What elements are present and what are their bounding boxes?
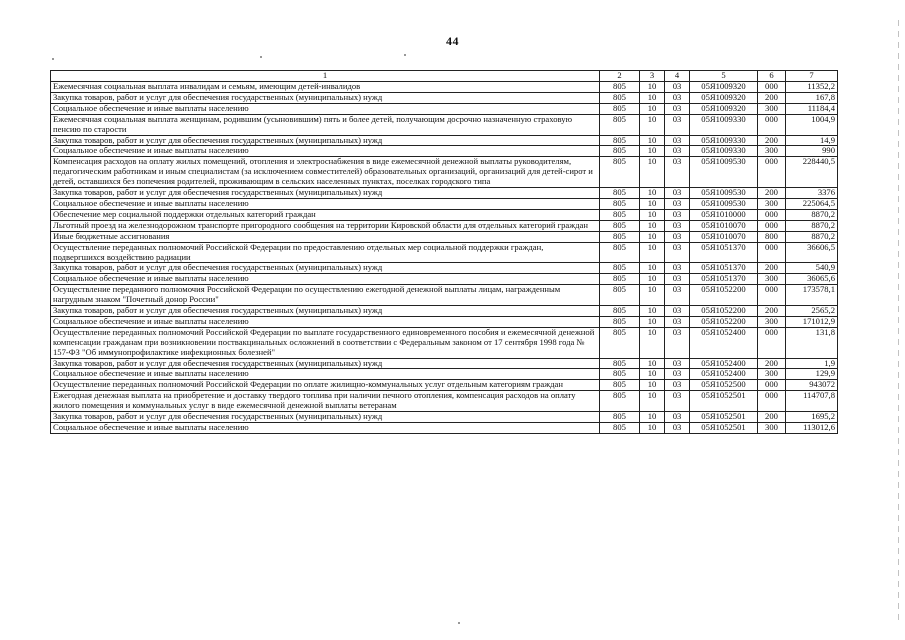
- cell-target-article: 05Я1009330: [690, 135, 758, 146]
- cell-section-code: 10: [640, 358, 665, 369]
- cell-amount: 171012,9: [786, 316, 838, 327]
- cell-expense-type: 000: [758, 380, 786, 391]
- table-row: [51, 92, 838, 103]
- cell-ministry-code: 805: [600, 369, 640, 380]
- cell-amount: 3376: [786, 188, 838, 199]
- cell-section-code: 10: [640, 220, 665, 231]
- table-row: [51, 135, 838, 146]
- cell-section-code: 10: [640, 327, 665, 358]
- row-description: Социальное обеспечение и иные выплаты населению: [51, 369, 600, 380]
- column-header: 6: [758, 71, 786, 82]
- cell-expense-type: 300: [758, 103, 786, 114]
- table-row: [51, 103, 838, 114]
- header-row: [51, 71, 838, 82]
- cell-target-article: 05Я1051370: [690, 274, 758, 285]
- page-number: 44: [446, 34, 459, 48]
- cell-ministry-code: 805: [600, 380, 640, 391]
- cell-ministry-code: 805: [600, 285, 640, 306]
- row-description: Закупка товаров, работ и услуг для обеспечения государственных (муниципальных) нужд: [51, 92, 600, 103]
- scan-speck: [458, 622, 460, 624]
- row-description: Осуществление переданных полномочий Российской Федерации по выплате государственного единовременного пособия и ежемесячной денежной компенсации гражданам при возникновении поствакцинальных осложнений в соответствии с Федеральным законом от 17 сентября 1998 года № 157-ФЗ "Об иммунопрофилактике инфекционных болезней": [51, 327, 600, 358]
- cell-ministry-code: 805: [600, 114, 640, 135]
- cell-target-article: 05Я1052501: [690, 412, 758, 423]
- cell-subsection-code: 03: [665, 157, 690, 188]
- cell-section-code: 10: [640, 285, 665, 306]
- cell-section-code: 10: [640, 198, 665, 209]
- column-header: 3: [640, 71, 665, 82]
- cell-target-article: 05Я1052200: [690, 306, 758, 317]
- scan-speck: [260, 56, 262, 58]
- table-row: [51, 316, 838, 327]
- cell-amount: 8870,2: [786, 231, 838, 242]
- cell-expense-type: 000: [758, 391, 786, 412]
- cell-section-code: 10: [640, 391, 665, 412]
- table-row: [51, 380, 838, 391]
- cell-expense-type: 300: [758, 369, 786, 380]
- cell-subsection-code: 03: [665, 391, 690, 412]
- cell-ministry-code: 805: [600, 92, 640, 103]
- cell-subsection-code: 03: [665, 242, 690, 263]
- row-description: Закупка товаров, работ и услуг для обеспечения государственных (муниципальных) нужд: [51, 135, 600, 146]
- scan-speck: [404, 54, 406, 56]
- row-description: Социальное обеспечение и иные выплаты населению: [51, 146, 600, 157]
- cell-subsection-code: 03: [665, 358, 690, 369]
- cell-target-article: 05Я1009530: [690, 198, 758, 209]
- row-description: Социальное обеспечение и иные выплаты населению: [51, 316, 600, 327]
- column-header: 2: [600, 71, 640, 82]
- cell-subsection-code: 03: [665, 306, 690, 317]
- cell-amount: 131,8: [786, 327, 838, 358]
- cell-section-code: 10: [640, 157, 665, 188]
- cell-subsection-code: 03: [665, 369, 690, 380]
- cell-subsection-code: 03: [665, 146, 690, 157]
- row-description: Закупка товаров, работ и услуг для обеспечения государственных (муниципальных) нужд: [51, 412, 600, 423]
- cell-target-article: 05Я1010070: [690, 231, 758, 242]
- scan-edge-artifact: [898, 20, 899, 620]
- cell-ministry-code: 805: [600, 274, 640, 285]
- cell-expense-type: 200: [758, 188, 786, 199]
- cell-ministry-code: 805: [600, 391, 640, 412]
- cell-subsection-code: 03: [665, 188, 690, 199]
- cell-subsection-code: 03: [665, 82, 690, 93]
- cell-ministry-code: 805: [600, 412, 640, 423]
- cell-section-code: 10: [640, 146, 665, 157]
- row-description: Социальное обеспечение и иные выплаты населению: [51, 423, 600, 434]
- table-row: [51, 327, 838, 358]
- cell-target-article: 05Я1051370: [690, 242, 758, 263]
- cell-section-code: 10: [640, 82, 665, 93]
- cell-target-article: 05Я1010000: [690, 209, 758, 220]
- row-description: Льготный проезд на железнодорожном транспорте пригородного сообщения на территории Кировской области для отдельных категорий граждан: [51, 220, 600, 231]
- cell-section-code: 10: [640, 316, 665, 327]
- cell-expense-type: 000: [758, 209, 786, 220]
- row-description: Социальное обеспечение и иные выплаты населению: [51, 274, 600, 285]
- cell-expense-type: 000: [758, 157, 786, 188]
- row-description: Закупка товаров, работ и услуг для обеспечения государственных (муниципальных) нужд: [51, 188, 600, 199]
- cell-amount: 2565,2: [786, 306, 838, 317]
- row-description: Ежемесячная социальная выплата инвалидам и семьям, имеющим детей-инвалидов: [51, 82, 600, 93]
- cell-subsection-code: 03: [665, 135, 690, 146]
- row-description: Ежегодная денежная выплата на приобретение и доставку твердого топлива при наличии печного отопления, компенсация расходов на оплату жилого помещения и коммунальных услуг в виде ежемесячной денежной выплаты ветеранам: [51, 391, 600, 412]
- row-description: Осуществление переданных полномочий Российской Федерации по оплате жилищно-коммунальных услуг отдельным категориям граждан: [51, 380, 600, 391]
- cell-subsection-code: 03: [665, 327, 690, 358]
- table-row: [51, 274, 838, 285]
- table-row: [51, 306, 838, 317]
- cell-subsection-code: 03: [665, 412, 690, 423]
- row-description: Иные бюджетные ассигнования: [51, 231, 600, 242]
- cell-amount: 228440,5: [786, 157, 838, 188]
- column-header: 4: [665, 71, 690, 82]
- cell-target-article: 05Я1009330: [690, 114, 758, 135]
- cell-subsection-code: 03: [665, 92, 690, 103]
- table-row: [51, 209, 838, 220]
- cell-section-code: 10: [640, 263, 665, 274]
- cell-ministry-code: 805: [600, 263, 640, 274]
- table-row: [51, 358, 838, 369]
- table-row: [51, 188, 838, 199]
- cell-section-code: 10: [640, 274, 665, 285]
- cell-target-article: 05Я1052400: [690, 358, 758, 369]
- cell-expense-type: 300: [758, 423, 786, 434]
- column-header: 5: [690, 71, 758, 82]
- cell-amount: 129,9: [786, 369, 838, 380]
- cell-amount: 1,9: [786, 358, 838, 369]
- row-description: Социальное обеспечение и иные выплаты населению: [51, 103, 600, 114]
- cell-expense-type: 000: [758, 242, 786, 263]
- cell-target-article: 05Я1052400: [690, 327, 758, 358]
- cell-ministry-code: 805: [600, 82, 640, 93]
- cell-target-article: 05Я1009320: [690, 92, 758, 103]
- column-header: 7: [786, 71, 838, 82]
- cell-section-code: 10: [640, 412, 665, 423]
- scan-speck: [52, 58, 54, 60]
- cell-subsection-code: 03: [665, 198, 690, 209]
- cell-section-code: 10: [640, 369, 665, 380]
- cell-ministry-code: 805: [600, 327, 640, 358]
- row-description: Компенсация расходов на оплату жилых помещений, отопления и электроснабжения в виде ежемесячной денежной выплаты руководителям, педагогическим работникам и иным специалистам (за исключением совместителей) образовательных организаций, организаций для детей-сирот и детей, оставшихся без попечения родителей, проживающим в сельских населенных пунктах, поселках городского типа: [51, 157, 600, 188]
- cell-subsection-code: 03: [665, 423, 690, 434]
- row-description: Ежемесячная социальная выплата женщинам, родившим (усыновившим) пять и более детей, получающим досрочно назначенную страховую пенсию по старости: [51, 114, 600, 135]
- row-description: Обеспечение мер социальной поддержки отдельных категорий граждан: [51, 209, 600, 220]
- cell-section-code: 10: [640, 188, 665, 199]
- row-description: Закупка товаров, работ и услуг для обеспечения государственных (муниципальных) нужд: [51, 263, 600, 274]
- cell-amount: 173578,1: [786, 285, 838, 306]
- cell-subsection-code: 03: [665, 380, 690, 391]
- table-row: [51, 146, 838, 157]
- cell-target-article: 05Я1052501: [690, 423, 758, 434]
- cell-expense-type: 200: [758, 412, 786, 423]
- cell-expense-type: 200: [758, 263, 786, 274]
- cell-ministry-code: 805: [600, 231, 640, 242]
- cell-amount: 943072: [786, 380, 838, 391]
- cell-expense-type: 300: [758, 146, 786, 157]
- table-row: [51, 198, 838, 209]
- table-row: [51, 231, 838, 242]
- table-body: [51, 82, 838, 434]
- cell-amount: 11352,2: [786, 82, 838, 93]
- cell-expense-type: 000: [758, 220, 786, 231]
- cell-target-article: 05Я1009530: [690, 188, 758, 199]
- cell-expense-type: 000: [758, 114, 786, 135]
- cell-section-code: 10: [640, 380, 665, 391]
- cell-amount: 113012,6: [786, 423, 838, 434]
- cell-expense-type: 200: [758, 135, 786, 146]
- cell-amount: 36065,6: [786, 274, 838, 285]
- cell-ministry-code: 805: [600, 135, 640, 146]
- cell-subsection-code: 03: [665, 103, 690, 114]
- row-description: Закупка товаров, работ и услуг для обеспечения государственных (муниципальных) нужд: [51, 306, 600, 317]
- cell-subsection-code: 03: [665, 316, 690, 327]
- cell-expense-type: 800: [758, 231, 786, 242]
- cell-expense-type: 000: [758, 82, 786, 93]
- cell-amount: 14,9: [786, 135, 838, 146]
- cell-section-code: 10: [640, 209, 665, 220]
- cell-ministry-code: 805: [600, 306, 640, 317]
- cell-expense-type: 000: [758, 285, 786, 306]
- cell-amount: 8870,2: [786, 220, 838, 231]
- cell-target-article: 05Я1009320: [690, 82, 758, 93]
- budget-table: [50, 70, 838, 434]
- table-row: [51, 114, 838, 135]
- cell-section-code: 10: [640, 103, 665, 114]
- cell-section-code: 10: [640, 242, 665, 263]
- cell-ministry-code: 805: [600, 358, 640, 369]
- cell-ministry-code: 805: [600, 220, 640, 231]
- cell-ministry-code: 805: [600, 242, 640, 263]
- cell-amount: 540,9: [786, 263, 838, 274]
- cell-amount: 225064,5: [786, 198, 838, 209]
- cell-section-code: 10: [640, 423, 665, 434]
- table-row: [51, 220, 838, 231]
- cell-expense-type: 000: [758, 327, 786, 358]
- row-description: Осуществление переданного полномочия Российской Федерации по осуществлению ежегодной денежной выплаты лицам, награжденным нагрудным знаком "Почетный донор России": [51, 285, 600, 306]
- cell-subsection-code: 03: [665, 220, 690, 231]
- row-description: Социальное обеспечение и иные выплаты населению: [51, 198, 600, 209]
- cell-target-article: 05Я1009330: [690, 146, 758, 157]
- cell-target-article: 05Я1052501: [690, 391, 758, 412]
- cell-amount: 990: [786, 146, 838, 157]
- cell-amount: 36606,5: [786, 242, 838, 263]
- cell-ministry-code: 805: [600, 316, 640, 327]
- table-row: [51, 242, 838, 263]
- cell-target-article: 05Я1009530: [690, 157, 758, 188]
- cell-amount: 1004,9: [786, 114, 838, 135]
- table-row: [51, 423, 838, 434]
- cell-ministry-code: 805: [600, 209, 640, 220]
- cell-target-article: 05Я1010070: [690, 220, 758, 231]
- table-row: [51, 369, 838, 380]
- cell-ministry-code: 805: [600, 157, 640, 188]
- cell-expense-type: 200: [758, 92, 786, 103]
- cell-target-article: 05Я1052200: [690, 285, 758, 306]
- cell-subsection-code: 03: [665, 285, 690, 306]
- cell-target-article: 05Я1052500: [690, 380, 758, 391]
- table-row: [51, 157, 838, 188]
- cell-expense-type: 300: [758, 316, 786, 327]
- column-header: 1: [51, 71, 600, 82]
- cell-subsection-code: 03: [665, 263, 690, 274]
- cell-section-code: 10: [640, 92, 665, 103]
- cell-subsection-code: 03: [665, 231, 690, 242]
- cell-amount: 11184,4: [786, 103, 838, 114]
- row-description: Осуществление переданных полномочий Российской Федерации по предоставлению отдельных мер социальной поддержки граждан, подвергшихся воздействию радиации: [51, 242, 600, 263]
- cell-subsection-code: 03: [665, 209, 690, 220]
- cell-expense-type: 300: [758, 198, 786, 209]
- cell-ministry-code: 805: [600, 103, 640, 114]
- cell-ministry-code: 805: [600, 198, 640, 209]
- cell-target-article: 05Я1052400: [690, 369, 758, 380]
- cell-expense-type: 300: [758, 274, 786, 285]
- cell-section-code: 10: [640, 114, 665, 135]
- cell-target-article: 05Я1009320: [690, 103, 758, 114]
- cell-ministry-code: 805: [600, 423, 640, 434]
- table-row: [51, 391, 838, 412]
- cell-amount: 1695,2: [786, 412, 838, 423]
- row-description: Закупка товаров, работ и услуг для обеспечения государственных (муниципальных) нужд: [51, 358, 600, 369]
- cell-section-code: 10: [640, 135, 665, 146]
- cell-expense-type: 200: [758, 358, 786, 369]
- cell-target-article: 05Я1051370: [690, 263, 758, 274]
- table-row: [51, 263, 838, 274]
- cell-amount: 114707,8: [786, 391, 838, 412]
- table-row: [51, 412, 838, 423]
- cell-target-article: 05Я1052200: [690, 316, 758, 327]
- cell-section-code: 10: [640, 231, 665, 242]
- cell-subsection-code: 03: [665, 114, 690, 135]
- cell-subsection-code: 03: [665, 274, 690, 285]
- table-row: [51, 285, 838, 306]
- table-row: [51, 82, 838, 93]
- cell-expense-type: 200: [758, 306, 786, 317]
- cell-ministry-code: 805: [600, 146, 640, 157]
- cell-section-code: 10: [640, 306, 665, 317]
- cell-amount: 167,8: [786, 92, 838, 103]
- cell-amount: 8870,2: [786, 209, 838, 220]
- cell-ministry-code: 805: [600, 188, 640, 199]
